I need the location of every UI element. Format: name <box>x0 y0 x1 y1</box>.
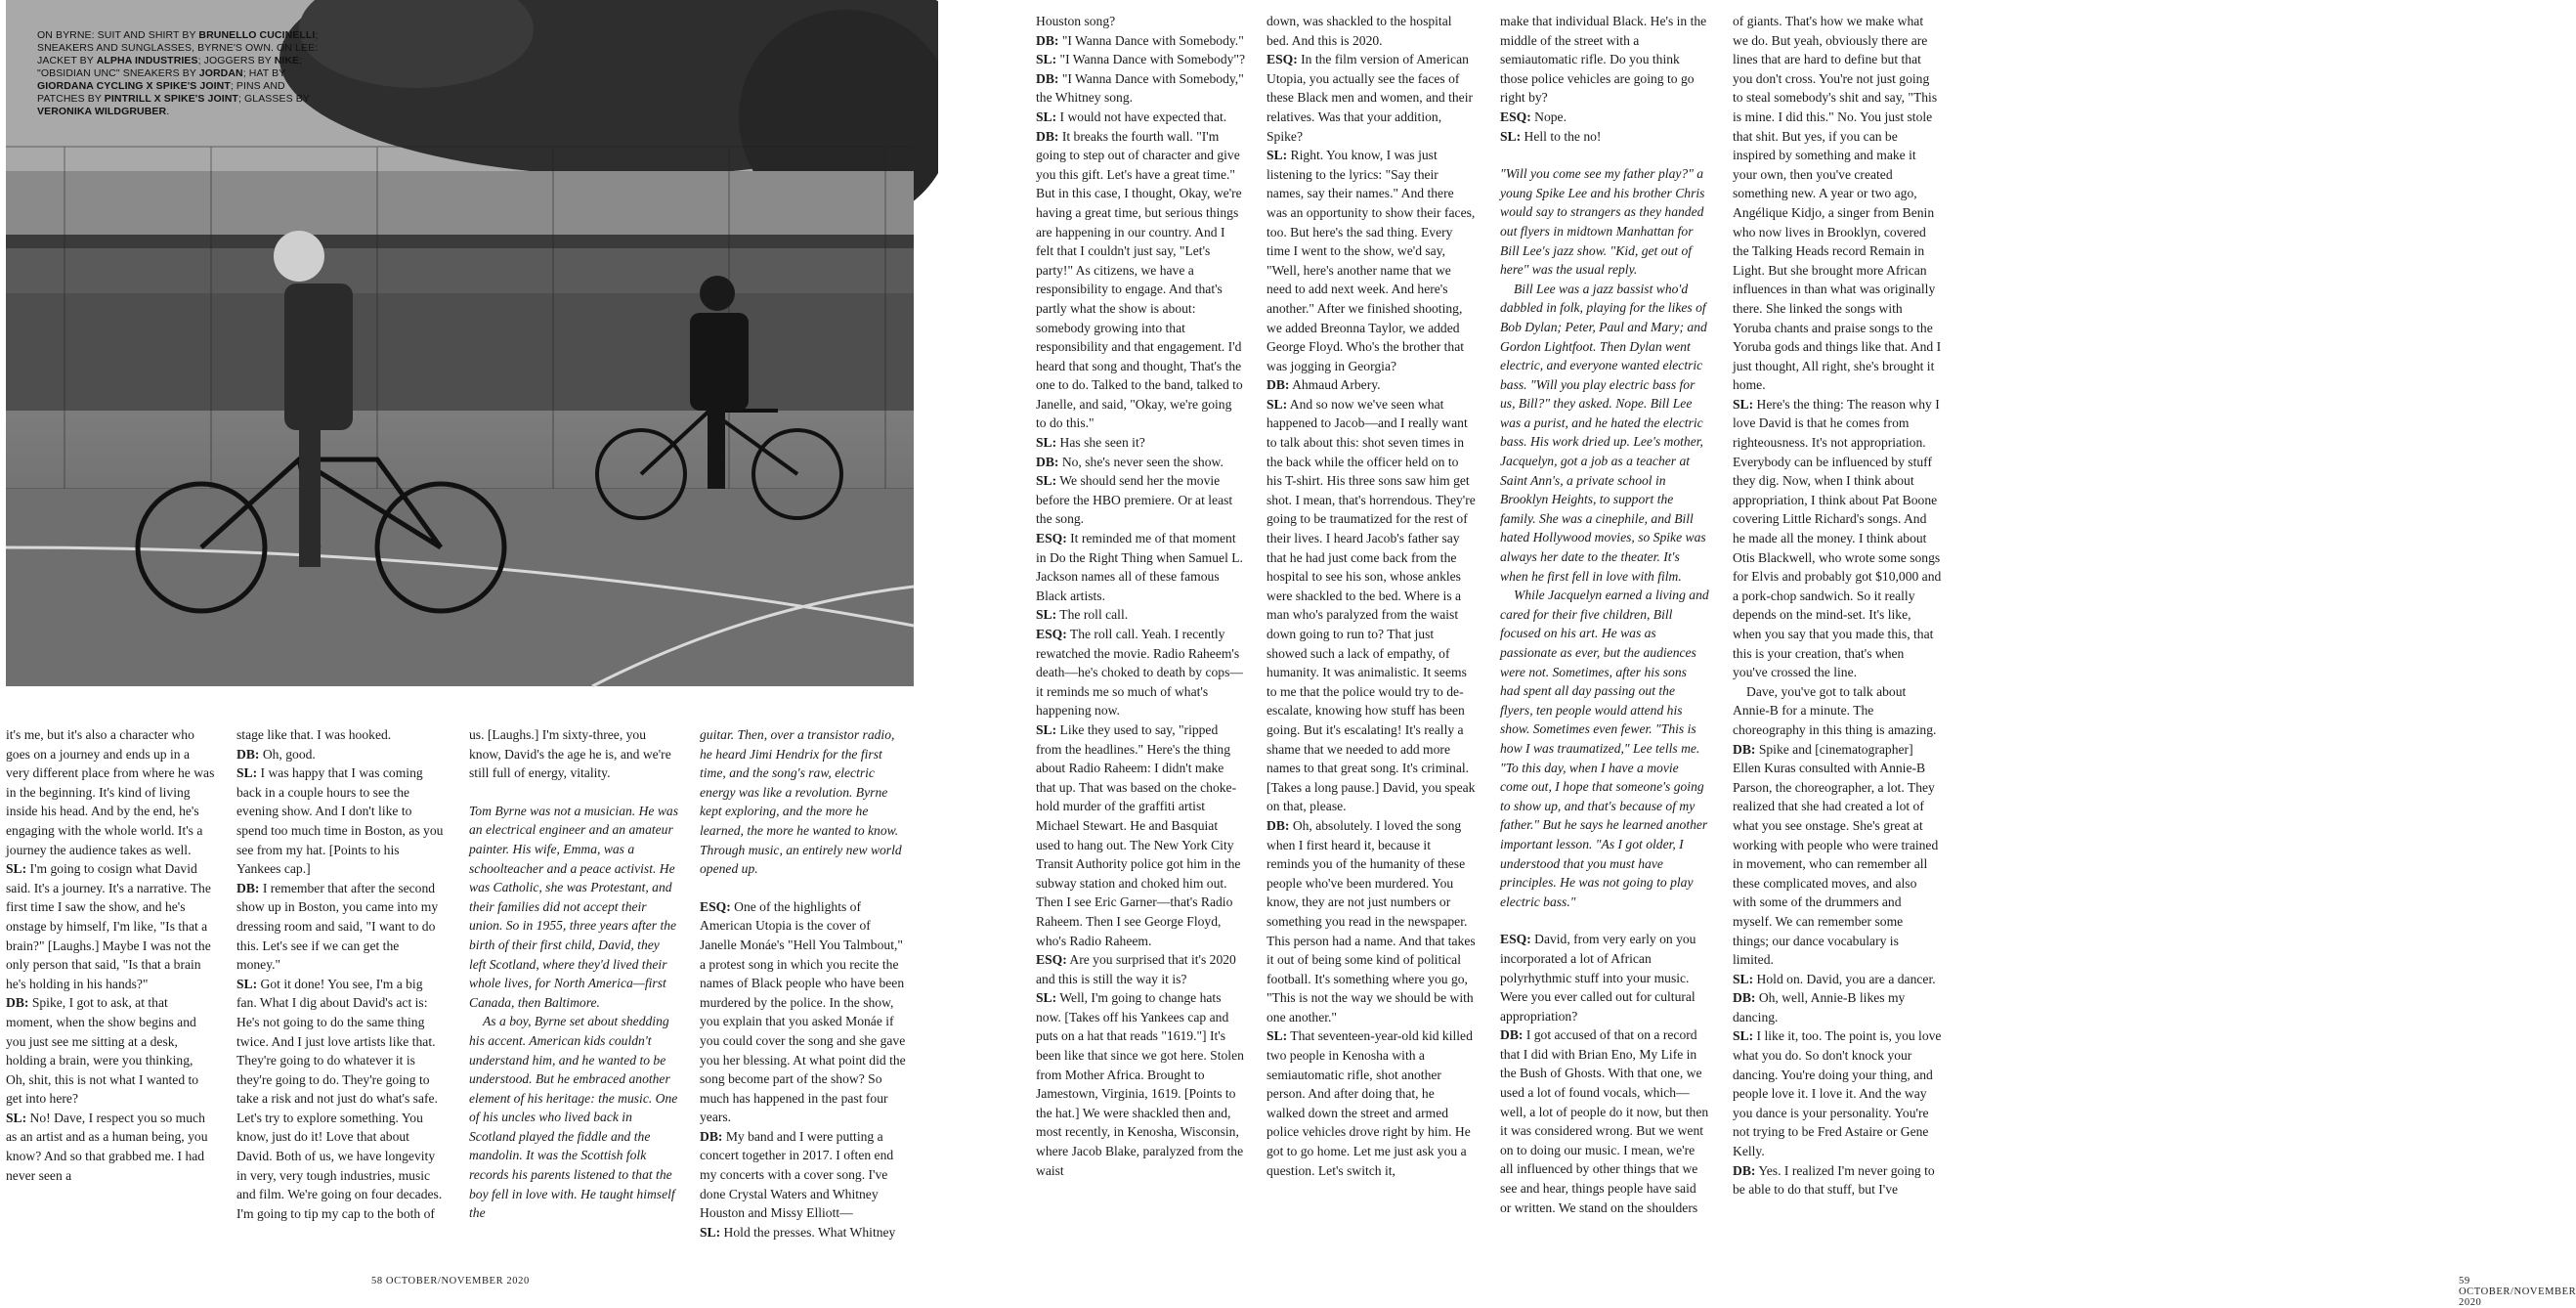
paragraph: SL: The roll call. <box>1036 607 1129 623</box>
speaker-label: SL: <box>6 1110 27 1125</box>
paragraph: DB: I remember that after the second show up in Boston, you came into my dressing room and said, "I want to do this. Let's see if we can get the money." <box>236 880 439 973</box>
paragraph: ESQ: One of the highlights of American Utopia is the cover of Janelle Monáe's "Hell You Talmbout," a protest song in which you recite the names of Black people who have been murdered by the police. In the show, you explain that you asked Monáe if you could cover the song and she gave you her blessing. At what point did the song become part of the show? So much has happened in the past four years. <box>700 898 906 1125</box>
paragraph: SL: Got it done! You see, I'm a big fan. What I dig about David's act is: He's not going to do the same thing twice. And I just love artists like that. They're going to do whatever it is they're going to do. They're going to take a risk and not just do what's safe. Let's try to explore something. You know, just do it! Love that about David. Both of us, we have longevity in very, very tough industries, music and film. We're going on four decades. I'm going to tip my cap to the both of <box>236 976 443 1221</box>
cover-photo <box>6 0 914 686</box>
paragraph: down, was shackled to the hospital bed. And this is 2020. <box>1267 14 1452 48</box>
paragraph: stage like that. I was hooked. <box>236 727 392 742</box>
speaker-label: SL: <box>1036 52 1057 67</box>
right-column-2 <box>1267 12 1476 1180</box>
paragraph: DB: Spike, I got to ask, at that moment, when the show begins and you just see me sitting at a desk, holding a brain, were you thinking, Oh, shit, this is not what I wanted to get into here? <box>6 995 199 1107</box>
narrative-paragraph: As a boy, Byrne set about shedding his accent. American kids couldn't understand him, and he wanted to be understood. But he embraced another element of his heritage: the music. One of his uncles who lived back in Scotland played the fiddle and the mandolin. It was the Scottish folk records his parents listened to that the boy fell in love with. He taught himself the <box>469 1014 678 1221</box>
paragraph: SL: I'm going to cosign what David said. It's a journey. It's a narrative. The first time I saw the show, and he's onstage by himself, I'm like, "Is that a brain?" [Laughs.] Maybe I was not the only person that said, "Is that a brain he's holding in his hands?" <box>6 861 211 991</box>
paragraph: of giants. That's how we make what we do. But yeah, obviously there are lines that are hard to define but that you don't cross. You're not just going to steal somebody's shit and say, "This is mine. I did this." No. You just stole that shit. But yes, if you can be inspired by something and make it your own, then you've created something new. A year or two ago, Angélique Kidjo, a singer from Benin who now lives in Brooklyn, covered the Talking Heads record Remain in Light. But she brought more African influences in than what was originally there. She linked the songs with Yoruba chants and praise songs to the Yoruba gods and things like that. And I just thought, All right, she's brought it home. <box>1733 14 1942 393</box>
paragraph: DB: It breaks the fourth wall. "I'm going to step out of character and give you this gift. Let's have a great time." But in this case, I thought, Okay, we're having a great time, but serious things are happening in our country. And I felt that I couldn't just say, "Let's party!" As citizens, we have a responsibility to engage. And that's partly what the show is about: somebody growing into that responsibility and that engagement. I'd heard that song and thought, That's the one to do. Talked to the band, talked to Janelle, and said, "Okay, we're going to do this." <box>1036 128 1243 431</box>
narrative-paragraph: guitar. Then, over a transistor radio, he heard Jimi Hendrix for the first time, and the song's raw, electric energy was like a revolution. Byrne kept exploring, and the more he learned, the more he wanted to know. Through music, an entirely new world opened up. <box>700 727 902 877</box>
paragraph: SL: No! Dave, I respect you so much as an artist and as a human being, you know? And so that grabbed me. I had never seen a <box>6 1110 208 1183</box>
speaker-label: SL: <box>1036 435 1057 451</box>
speaker-label: SL: <box>1036 607 1057 623</box>
narrative-paragraph: "Will you come see my father play?" a young Spike Lee and his brother Chris would say to strangers as they handed out flyers in midtown Manhattan for Bill Lee's jazz show. "Kid, get out of here" was the usual reply. <box>1500 166 1705 278</box>
speaker-label: SL: <box>1036 473 1057 489</box>
narrative-paragraph: Bill Lee was a jazz bassist who'd dabbled in folk, playing for the likes of Bob Dylan; Peter, Paul and Mary; and Gordon Lightfoot. Then Dylan went electric, and everyone wanted electric bass. "Will you play electric bass for us, Bill?" they asked. Nope. Bill Lee was a purist, and he hated the electric bass. His work dried up. Lee's mother, Jacquelyn, got a job as a teacher at Saint Ann's, a private school in Brooklyn Heights, to support the family. She was a cinephile, and Bill hated Hollywood movies, so Spike was always her date to the theater. It's when he first fell in love with film. <box>1500 281 1707 584</box>
speaker-label: ESQ: <box>1500 109 1531 124</box>
paragraph: DB: Ahmaud Arbery. <box>1267 377 1381 393</box>
speaker-label: SL: <box>1267 396 1288 412</box>
speaker-label: DB: <box>1267 817 1290 833</box>
paragraph: SL: Hold the presses. What Whitney <box>700 1224 896 1240</box>
paragraph: DB: Oh, absolutely. I loved the song when I first heard it, because it reminds you of the humanity of these people who've been murdered. You know, they are not just numbers or something you read in the newspaper. This person had a name. And that takes it out of being some kind of political football. It's something where you go, "This is not the way we should be with one another." <box>1267 817 1476 1025</box>
paragraph: SL: I like it, too. The point is, you love what you do. So don't knock your dancing. You're doing your thing, and people love it. I love it. And the way you dance is your personality. You're not trying to be Fred Astaire or Gene Kelly. <box>1733 1028 1942 1159</box>
paragraph: SL: We should send her the movie before the HBO premiere. Or at least the song. <box>1036 473 1233 527</box>
speaker-label: ESQ: <box>1036 531 1067 546</box>
speaker-label: DB: <box>1036 128 1059 144</box>
speaker-label: SL: <box>1733 1028 1754 1044</box>
paragraph: DB: "I Wanna Dance with Somebody." <box>1036 32 1244 48</box>
paragraph: SL: And so now we've seen what happened to Jacob—and I really want to talk about this: shot seven times in the back while the officer held on to his T-shirt. His three sons saw him get shot. I mean, that's horrendous. They're going to be traumatized for the rest of their lives. I heard Jacob's father say that he had just come back from the hospital to see his son, whose ankles were shackled to the bed. Where is a man who's paralyzed from the waist down going to run to? That just showed such a lack of empathy, of humanity. It was animalistic. It seems to me that the police would try to de-escalate, knowing how stuff has been going. But it's escalating! It's really a shame that we needed to add more names to that great song. It's criminal. [Takes a long pause.] David, you speak on that, please. <box>1267 396 1476 814</box>
speaker-label: DB: <box>1036 32 1059 48</box>
speaker-label: DB: <box>1036 70 1059 86</box>
speaker-label: ESQ: <box>1036 952 1067 968</box>
overpass <box>6 171 914 240</box>
speaker-label: SL: <box>1500 128 1522 144</box>
paragraph: ESQ: In the film version of American Utopia, you actually see the faces of these Black men and women, and their relatives. Was that your addition, Spike? <box>1267 52 1474 144</box>
right-column-1 <box>1036 12 1245 1180</box>
left-column-3 <box>469 725 678 1223</box>
paragraph: DB: I got accused of that on a record that I did with Brian Eno, My Life in the Bush of Ghosts. With that one, we used a lot of found vocals, which—well, a lot of people do it now, but then it was considered wrong. But we went on to doing our music. I mean, we're all influenced by other things that we see and hear, things people have said or written. We stand on the shoulders <box>1500 1027 1709 1215</box>
paragraph: SL: Right. You know, I was just listening to the lyrics: "Say their names, say their names." And there was an opportunity to show their faces, too. But here's the sad thing. Every time I went to the show, we'd say, "Well, here's another name that we need to add next week. And here's another." After we finished shooting, we added Breonna Taylor, we added George Floyd. Who's the brother that was jogging in Georgia? <box>1267 148 1476 373</box>
paragraph: DB: Yes. I realized I'm never going to be able to do that stuff, but I've <box>1733 1162 1935 1198</box>
paragraph: DB: Spike and [cinematographer] Ellen Kuras consulted with Annie-B Parson, the choreographer, a lot. They realized that she had created a lot of what you see onstage. She's great at working with people who were trained in movement, who can remember all these complicated moves, and also with some of the drummers and myself. We can remember some things; our dance vocabulary is limited. <box>1733 741 1939 968</box>
paragraph: ESQ: Are you surprised that it's 2020 and this is still the way it is? <box>1036 952 1236 986</box>
speaker-label: DB: <box>1500 1027 1524 1043</box>
pavement <box>6 489 914 686</box>
speaker-label: SL: <box>1036 990 1057 1006</box>
right-column-4 <box>1733 12 1942 1199</box>
speaker-label: SL: <box>236 976 258 991</box>
paragraph: DB: "I Wanna Dance with Somebody," the Whitney song. <box>1036 70 1244 106</box>
right-page <box>1016 0 2576 1308</box>
paragraph: DB: Oh, well, Annie-B likes my dancing. <box>1733 990 1906 1025</box>
photo-credit: ON BYRNE: SUIT AND SHIRT BY BRUNELLO CUCINELLI; SNEAKERS AND SUNGLASSES, BYRNE'S OWN. ON LEE: JACKET BY ALPHA INDUSTRIES; JOGGERS BY NIKE; "OBSIDIAN UNC" SNEAKERS BY JORDAN; HAT BY GIORDANA CYCLING X SPIKE'S JOINT; PINS AND PATCHES BY PINTRILL X SPIKE'S JOINT; GLASSES BY VERONIKA WILDGRUBER. <box>37 29 319 117</box>
paragraph: DB: No, she's never seen the show. <box>1036 454 1224 469</box>
paragraph: SL: Like they used to say, "ripped from the headlines." Here's the thing about Radio Raheem: I didn't make that up. That was based on the choke-hold murder of the graffiti artist Michael Stewart. He and Basquiat used to hang out. The New York City Transit Authority police got him in the subway station and choked him out. Then I see Eric Garner—that's Radio Raheem. Then I see George Floyd, who's Radio Raheem. <box>1036 721 1241 948</box>
speaker-label: SL: <box>1267 1028 1288 1044</box>
paragraph: SL: Hell to the no! <box>1500 128 1602 144</box>
paragraph: SL: I would not have expected that. <box>1036 109 1227 124</box>
left-column-4 <box>700 725 909 1242</box>
paragraph: it's me, but it's also a character who goes on a journey and ends up in a very different place from where he was in the beginning. It's kind of living inside his head. And by the end, he's engaging with the whole world. It's a journey the audience takes as well. <box>6 727 215 857</box>
speaker-label: ESQ: <box>1267 52 1298 67</box>
speaker-label: ESQ: <box>1500 932 1531 947</box>
paragraph: SL: "I Wanna Dance with Somebody"? <box>1036 52 1245 67</box>
paragraph: DB: My band and I were putting a concert together in 2017. I often end my concerts with a cover song. I've done Crystal Waters and Whitney Houston and Missy Elliott— <box>700 1128 894 1221</box>
speaker-label: DB: <box>236 746 260 762</box>
paragraph: SL: Here's the thing: The reason why I love David is that he comes from righteousness. It's not appropriation. Everybody can be influenced by stuff they dig. Now, when I think about appropriation, I think about Pat Boone covering Little Richard's songs. And he made all the money. I think about Otis Blackwell, who wrote some songs for Elvis and probably got $10,000 and a pork-chop sandwich. So it really depends on the mind-set. It's like, when you say that you made this, that this is your creation, that's when you've crossed the line. <box>1733 396 1942 680</box>
speaker-label: SL: <box>1733 971 1754 986</box>
paragraph: SL: Has she seen it? <box>1036 435 1145 451</box>
speaker-label: DB: <box>6 995 29 1011</box>
speaker-label: ESQ: <box>700 898 731 914</box>
left-column-1 <box>6 725 215 1185</box>
paragraph: ESQ: It reminded me of that moment in Do the Right Thing when Samuel L. Jackson names all of these famous Black artists. <box>1036 531 1243 603</box>
paragraph: make that individual Black. He's in the middle of the street with a semiautomatic rifle. Do you think those police vehicles are going to go right by? <box>1500 14 1707 106</box>
paragraph: ESQ: The roll call. Yeah. I recently rewatched the movie. Radio Raheem's death—he's choked to death by cops—it reminds me so much of what's happening now. <box>1036 627 1243 719</box>
speaker-label: DB: <box>1733 990 1756 1006</box>
speaker-label: SL: <box>1036 721 1057 737</box>
paragraph: ESQ: David, from very early on you incorporated a lot of African polyrhythmic stuff into your music. Were you ever called out for cultural appropriation? <box>1500 932 1696 1024</box>
paragraph: us. [Laughs.] I'm sixty-three, you know, David's the age he is, and we're still full of energy, vitality. <box>469 727 671 781</box>
speaker-label: DB: <box>1036 454 1059 469</box>
speaker-label: DB: <box>1733 741 1756 757</box>
speaker-label: SL: <box>700 1224 721 1240</box>
speaker-label: DB: <box>236 880 260 895</box>
paragraph: ESQ: Nope. <box>1500 109 1567 124</box>
left-page <box>0 0 938 1288</box>
speaker-label: SL: <box>1267 148 1288 163</box>
speaker-label: DB: <box>700 1128 723 1144</box>
speaker-label: SL: <box>1733 396 1754 412</box>
speaker-label: DB: <box>1733 1162 1756 1178</box>
right-column-3 <box>1500 12 1709 1217</box>
page-folio-right: 59 OCTOBER/NOVEMBER 2020 <box>2459 1276 2576 1308</box>
page-folio-left: 58 OCTOBER/NOVEMBER 2020 <box>371 1276 530 1286</box>
paragraph: SL: Well, I'm going to change hats now. [Takes off his Yankees cap and puts on a hat that reads "1619."] It's been like that since we got here. Stolen from Mother Africa. Brought to Jamestown, Virginia, 1619. [Points to the hat.] We were shackled then and, most recently, in Kenosha, Wisconsin, where Jacob Blake, paralyzed from the waist <box>1036 990 1244 1178</box>
speaker-label: SL: <box>6 861 27 877</box>
paragraph: SL: I was happy that I was coming back in a couple hours to see the evening show. And I don't like to spend too much time in Boston, as you see from my hat. [Points to his Yankees cap.] <box>236 765 444 877</box>
speaker-label: DB: <box>1267 377 1290 393</box>
paragraph: Dave, you've got to talk about Annie-B for a minute. The choreography in this thing is amazing. <box>1733 683 1937 737</box>
left-column-2 <box>236 725 446 1223</box>
narrative-paragraph: Tom Byrne was not a musician. He was an electrical engineer and an amateur painter. His wife, Emma, was a schoolteacher and a peace activist. He was Catholic, she was Protestant, and their families did not accept their union. So in 1955, three years after the birth of their first child, David, they left Scotland, where they'd lived their whole lives, for North America—first Canada, then Baltimore. <box>469 803 678 1010</box>
paragraph: Houston song? <box>1036 14 1116 28</box>
narrative-paragraph: While Jacquelyn earned a living and cared for their five children, Bill focused on his art. He was as passionate as ever, but the audiences were not. Sometimes, after his sons had spent all day passing out the flyers, ten people would attend his show. Sometimes even fewer. "This is how I was traumatized," Lee tells me. "To this day, when I have a movie come out, I hope that someone's going to show up, and that's because of my father." But he says he learned another important lesson. "As I got older, I understood that you must have principles. He was not going to play electric bass." <box>1500 588 1709 909</box>
speaker-label: SL: <box>236 765 258 781</box>
paragraph: SL: Hold on. David, you are a dancer. <box>1733 971 1936 986</box>
speaker-label: ESQ: <box>1036 627 1067 641</box>
paragraph: DB: Oh, good. <box>236 746 316 762</box>
gutter <box>938 0 1016 1288</box>
paragraph: SL: That seventeen-year-old kid killed two people in Kenosha with a semiautomatic rifle, shot another person. And after doing that, he walked down the street and armed police vehicles drove right by him. He got to go home. Let me just ask you a question. Let's switch it, <box>1267 1028 1473 1178</box>
speaker-label: SL: <box>1036 109 1057 124</box>
